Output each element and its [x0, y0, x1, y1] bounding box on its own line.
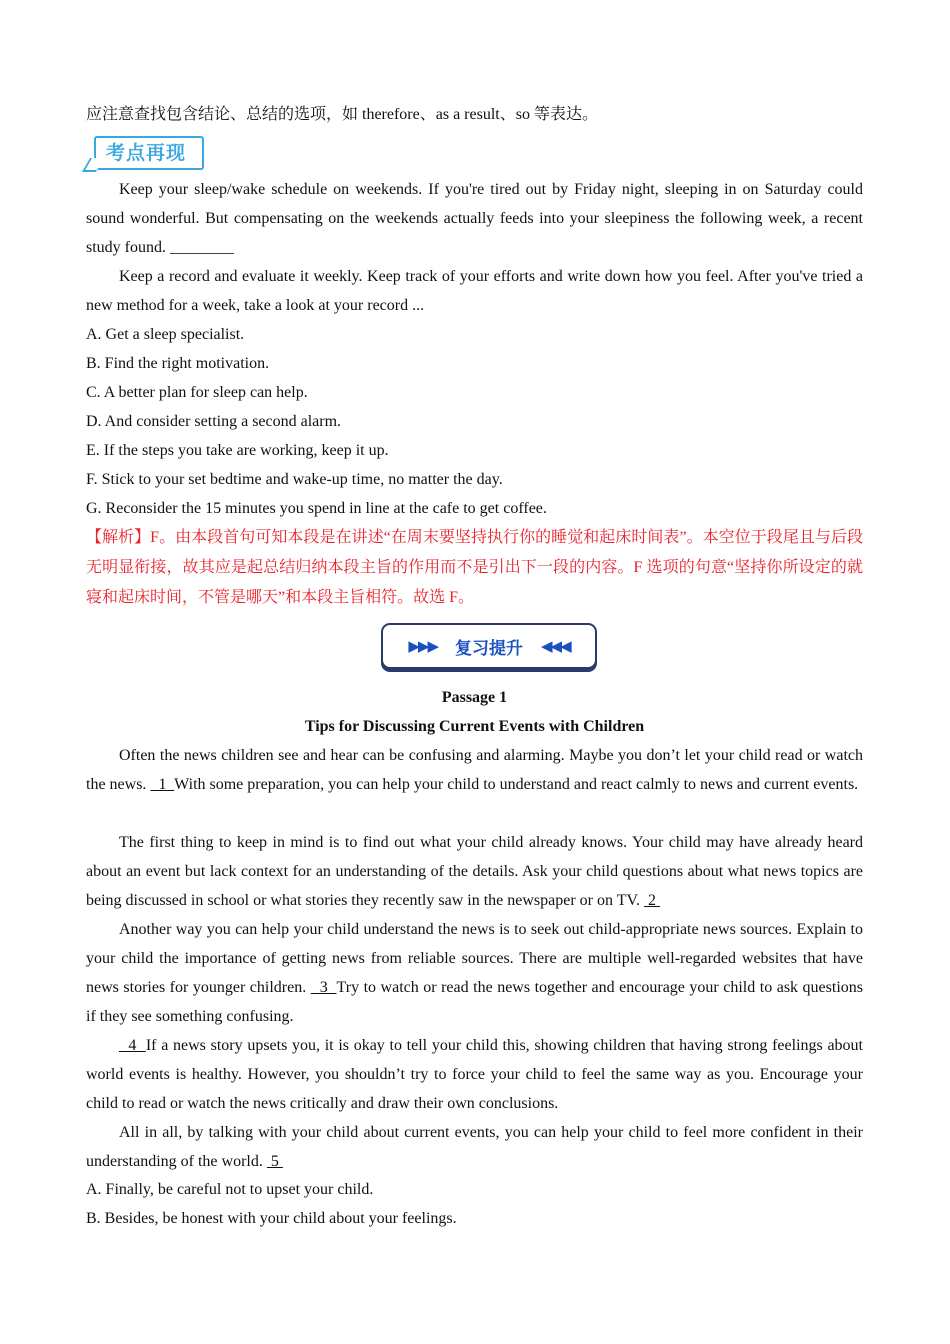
- passage-number: Passage 1: [441, 689, 508, 706]
- banner-label: 复习提升: [455, 638, 523, 659]
- badge-tail-icon: [82, 158, 104, 172]
- example-option-d: D. And consider setting a second alarm.: [86, 413, 342, 430]
- passage-paragraph-5: [86, 1118, 863, 1176]
- passage-paragraph-1: [86, 741, 863, 799]
- p3-text-a: Another way you can help your child understand the news is to seek out child-appropriate news sources. Explain to your child the importance of getting news from reliable sources. There are multiple well-regarded websites that have news stories for younger children.: [86, 921, 863, 996]
- example-blank: ________: [170, 239, 234, 256]
- p1-text-b: With some preparation, you can help your child to understand and react calmly to news and current events.: [174, 776, 859, 793]
- intro-line: 应注意查找包含结论、总结的选项，如 therefore、as a result、so 等表达。: [86, 106, 598, 123]
- p1-text-a: Often the news children see and hear can be confusing and alarming. Maybe you don’t let your child read or watch the news.: [86, 747, 863, 793]
- badge-label: 考点再现: [106, 142, 187, 164]
- example-option-a: A. Get a sleep specialist.: [86, 326, 245, 343]
- section-badge-kaodian: [94, 136, 204, 170]
- p2-text: The first thing to keep in mind is to find out what your child already knows. Your child may have already heard about an event but lack context for an understanding of the details. Ask your child questions about what news topics are being discussed in school or what stories they recently saw in the newspaper or on TV.: [86, 834, 863, 909]
- example-paragraph-1: [86, 175, 863, 262]
- p4-text: If a news story upsets you, it is okay to tell your child this, showing children that having strong feelings about world events is healthy. However, you shouldn’t try to force your child to feel the same way as you. Encourage your child to read or watch the news critically and draw their own conclusions.: [86, 1037, 864, 1112]
- blank-3: 3: [310, 979, 337, 996]
- example-option-e: E. If the steps you take are working, keep it up.: [86, 442, 389, 459]
- passage-option-a: A. Finally, be careful not to upset your child.: [86, 1181, 374, 1198]
- example-option-f: F. Stick to your set bedtime and wake-up time, no matter the day.: [86, 471, 503, 488]
- p3-text-b: Try to watch or read the news together and encourage your child to ask questions if they see something confusing.: [86, 979, 864, 1025]
- analysis-text: 【解析】F。由本段首句可知本段是在讲述“在周末要坚持执行你的睡觉和起床时间表”。本空位于段尾且与后段无明显衔接，故其应是起总结归纳本段主旨的作用而不是引出下一段的内容。F 选项的句意“坚持你所设定的就寝和起床时间，不管是哪天”和本段主旨相符。故选 F。: [86, 529, 863, 606]
- passage-paragraph-3: [86, 915, 863, 1031]
- blank-2: 2: [643, 892, 660, 909]
- right-arrows-icon: ▶▶▶: [408, 638, 437, 655]
- example-paragraph-2: Keep a record and evaluate it weekly. Keep track of your efforts and write down how you feel. After you've tried a new method for a week, take a look at your record ...: [86, 268, 863, 314]
- example-option-b: B. Find the right motivation.: [86, 355, 270, 372]
- blank-1: 1: [150, 776, 175, 793]
- review-banner: [381, 623, 597, 669]
- left-arrows-icon: ◀◀◀: [541, 638, 570, 655]
- passage-paragraph-2: [86, 828, 863, 915]
- example-option-c: C. A better plan for sleep can help.: [86, 384, 308, 401]
- blank-5: 5: [266, 1153, 283, 1170]
- example-option-g: G. Reconsider the 15 minutes you spend in line at the cafe to get coffee.: [86, 500, 547, 517]
- example-para1-text: Keep your sleep/wake schedule on weekends. If you're tired out by Friday night, sleeping in on Saturday could sound wonderful. But compensating on the weekends actually feeds into your sleepiness the following week, a recent study found.: [86, 181, 863, 256]
- passage-option-b: B. Besides, be honest with your child about your feelings.: [86, 1210, 457, 1227]
- p5-text: All in all, by talking with your child about current events, you can help your child to feel more confident in their understanding of the world.: [86, 1124, 863, 1170]
- passage-title: Tips for Discussing Current Events with Children: [304, 718, 645, 735]
- blank-4: 4: [119, 1037, 146, 1054]
- passage-paragraph-4: [86, 1031, 863, 1118]
